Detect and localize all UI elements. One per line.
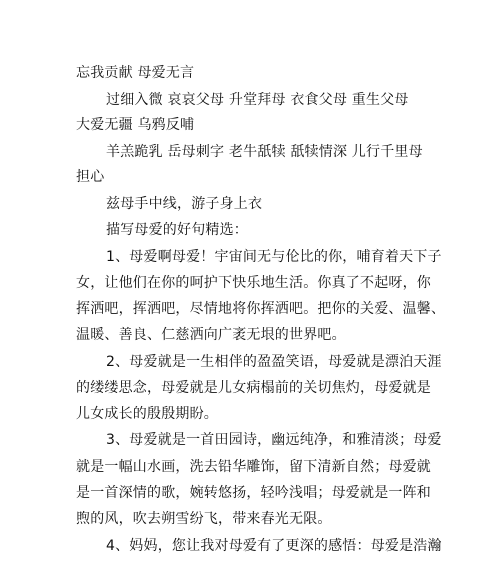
- text-line-9: 女，让他们在你的呵护下快乐地生活。你真了不起呀，你: [76, 275, 431, 291]
- text-line-13: 的缕缕思念，母爱就是儿女病榻前的关切焦灼，母爱就是: [76, 380, 431, 396]
- text-line-17: 是一首深情的歌，婉转悠扬，轻吟浅唱；母爱就是一阵和: [76, 485, 431, 501]
- text-line-12: 2、母爱就是一生相伴的盈盈笑语，母爱就是漂泊天涯: [106, 354, 442, 370]
- text-line-3: 大爱无疆 乌鸦反哺: [76, 117, 195, 133]
- text-line-19: 4、妈妈，您让我对母爱有了更深的感悟：母爱是浩瀚: [106, 538, 442, 554]
- text-line-16: 就是一幅山水画，洗去铅华雕饰，留下清新自然；母爱就: [76, 459, 431, 475]
- text-line-2: 过细入微 哀哀父母 升堂拜母 衣食父母 重生父母: [106, 92, 409, 108]
- text-line-6: 兹母手中线，游子身上衣: [106, 196, 263, 212]
- text-line-7: 描写母爱的好句精选：: [106, 222, 248, 238]
- text-line-11: 温暖、善良、仁慈洒向广袤无垠的世界吧。: [76, 327, 346, 343]
- text-line-10: 挥洒吧，挥洒吧，尽情地将你挥洒吧。把你的关爱、温馨、: [76, 301, 446, 317]
- text-line-8: 1、母爱啊母爱！宇宙间无与伦比的你，哺育着天下子: [106, 249, 442, 265]
- text-line-1: 忘我贡献 母爱无言: [76, 65, 195, 81]
- text-line-5: 担心: [76, 169, 105, 185]
- text-line-18: 煦的风，吹去朔雪纷飞，带来春光无限。: [76, 511, 332, 527]
- text-line-14: 儿女成长的殷殷期盼。: [76, 406, 218, 422]
- text-line-15: 3、母爱就是一首田园诗，幽远纯净，和雅清淡；母爱: [106, 432, 442, 448]
- text-line-4: 羊羔跪乳 岳母刺字 老牛舐犊 舐犊情深 儿行千里母: [106, 144, 423, 160]
